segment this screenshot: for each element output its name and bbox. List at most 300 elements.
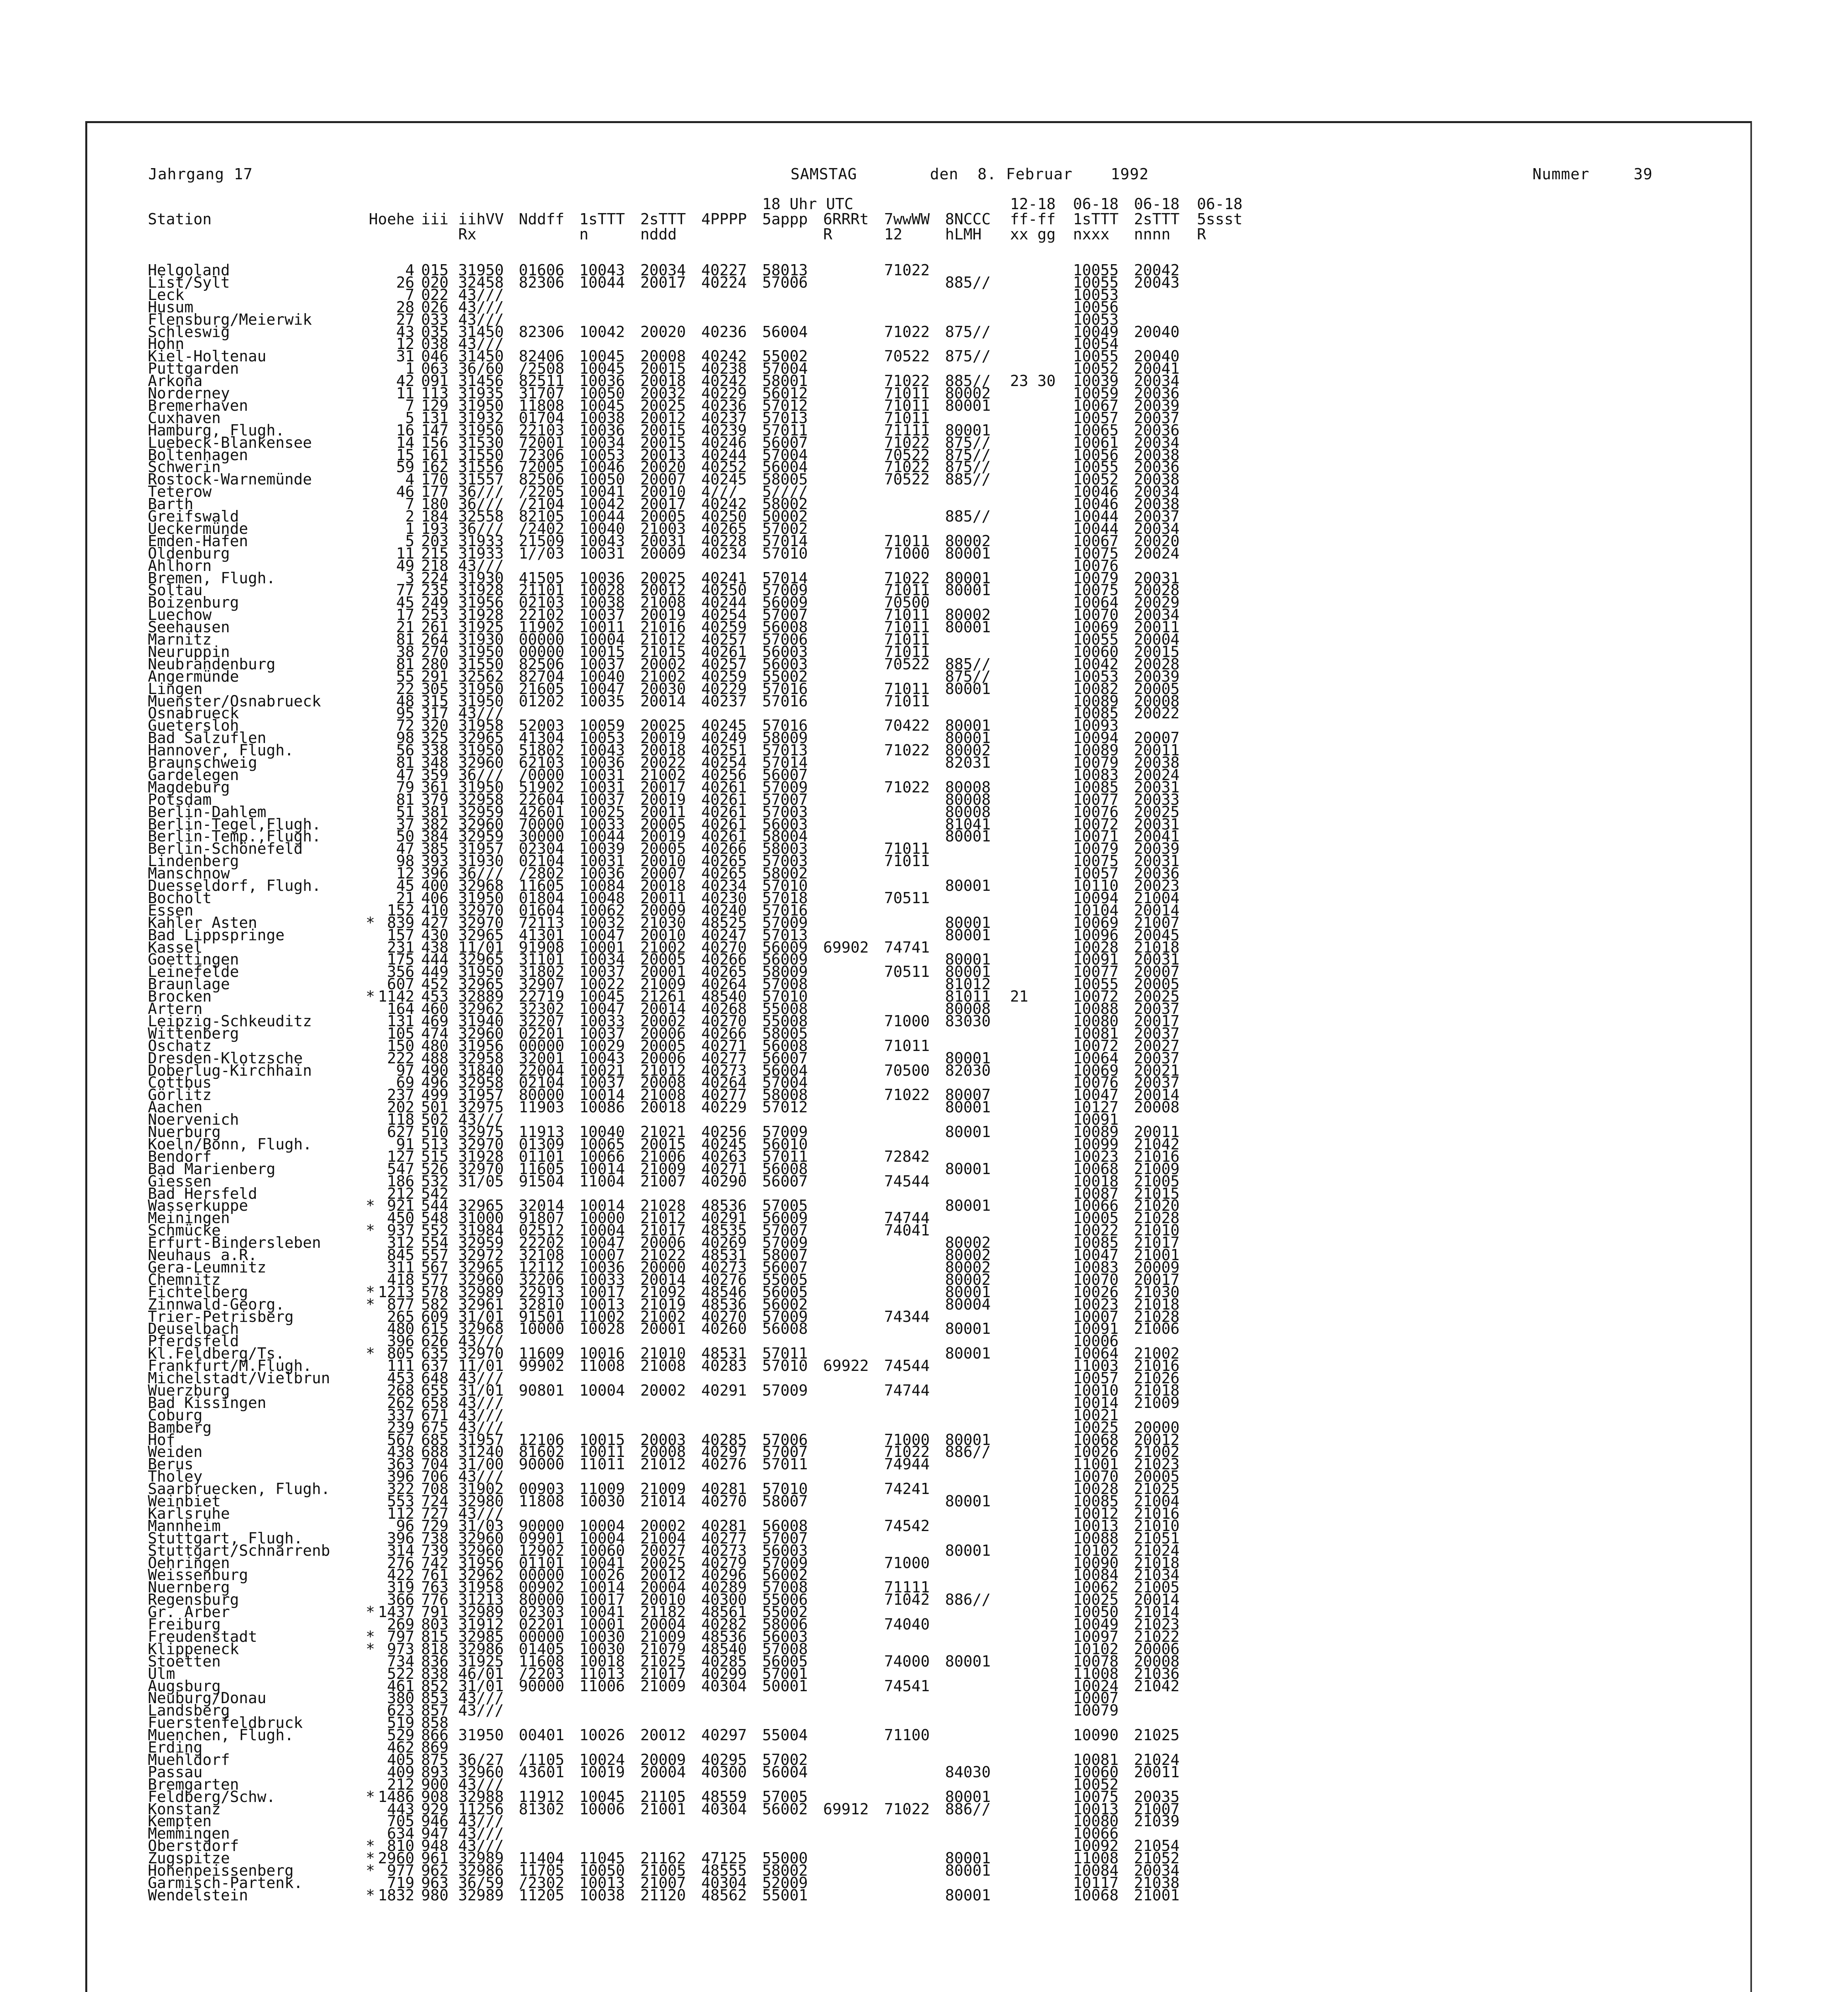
cell-1sttt-06-18: 10076 (1073, 1074, 1119, 1092)
cell-7wwww: 74741 (884, 938, 930, 956)
cell-7wwww: 71042 (884, 1591, 930, 1609)
cell-1sttt: 10050 (579, 471, 625, 488)
cell-station: Erfurt-Bindersleben (148, 1234, 321, 1252)
cell-5appp: 57014 (762, 754, 808, 771)
cell-hoehe: 805 (387, 1345, 414, 1363)
cell-5appp: 52009 (762, 1874, 808, 1892)
cell-2sttt-06-18: 20031 (1134, 778, 1180, 796)
cell-iii: 704 (421, 1455, 449, 1473)
cell-5appp: 57011 (762, 1345, 808, 1363)
table-row (0, 1741, 1848, 1754)
cell-nddff: 82704 (519, 667, 565, 685)
cell-2sttt-06-18: 20014 (1134, 1086, 1180, 1104)
cell-iihvv: 32960 (458, 754, 504, 771)
cell-4pppp: 40273 (701, 1061, 747, 1079)
table-row (0, 1627, 1848, 1645)
cell-iihvv: 31/01 (458, 1308, 504, 1325)
cell-4pppp: 40266 (701, 840, 747, 858)
cell-iii: 203 (421, 532, 449, 550)
cell-5appp: 57009 (762, 581, 808, 599)
cell-1sttt: 10037 (579, 1074, 625, 1092)
mountain-station-marker: * (366, 1345, 375, 1363)
cell-2sttt-06-18: 21018 (1134, 1381, 1180, 1399)
cell-station: Weinbiet (148, 1492, 221, 1510)
cell-2sttt: 20002 (640, 1381, 686, 1399)
cell-4pppp: 40281 (701, 1517, 747, 1535)
cell-iii: 384 (421, 827, 449, 845)
cell-hoehe: 212 (387, 1184, 414, 1202)
cell-2sttt-06-18: 20036 (1134, 421, 1180, 439)
cell-5appp: 55000 (762, 1849, 808, 1867)
cell-5appp: 57010 (762, 544, 808, 562)
cell-8nccc: 80001 (945, 1283, 991, 1301)
cell-nddff: 11605 (519, 877, 565, 894)
cell-2sttt: 20003 (640, 1431, 686, 1449)
cell-1sttt: 10037 (579, 790, 625, 808)
cell-1sttt: 10037 (579, 1024, 625, 1042)
cell-iihvv: 32960 (458, 1763, 504, 1781)
cell-5appp: 56007 (762, 1258, 808, 1276)
cell-iii: 557 (421, 1246, 449, 1264)
cell-4pppp: 40229 (701, 384, 747, 402)
cell-2sttt: 20012 (640, 1726, 686, 1744)
cell-1sttt: 10041 (579, 1554, 625, 1572)
cell-2sttt: 21261 (640, 988, 686, 1006)
cell-1sttt: 10032 (579, 914, 625, 931)
cell-2sttt: 21002 (640, 1308, 686, 1325)
cell-hoehe: 7 (405, 396, 414, 414)
cell-4pppp: 40283 (701, 1357, 747, 1375)
table-row (0, 1800, 1848, 1818)
cell-2sttt-06-18: 20037 (1134, 1049, 1180, 1067)
cell-hoehe: 363 (387, 1455, 414, 1473)
cell-station: Arkona (148, 372, 203, 390)
cell-iihvv: 32960 (458, 1541, 504, 1559)
cell-station: Boizenburg (148, 594, 239, 612)
cell-iii: 708 (421, 1480, 449, 1498)
cell-4pppp: 40271 (701, 1037, 747, 1055)
cell-1sttt-06-18: 10068 (1073, 1431, 1119, 1449)
cell-2sttt: 20014 (640, 1000, 686, 1018)
cell-iii: 385 (421, 840, 449, 858)
cell-5appp: 56002 (762, 1800, 808, 1818)
cell-station: Magdeburg (148, 778, 230, 796)
cell-iii: 815 (421, 1627, 449, 1645)
cell-hoehe: 5 (405, 532, 414, 550)
cell-2sttt-06-18: 20022 (1134, 704, 1180, 722)
cell-iii: 261 (421, 618, 449, 636)
cell-2sttt: 20025 (640, 396, 686, 414)
cell-hoehe: 55 (396, 667, 414, 685)
cell-iii: 818 (421, 1640, 449, 1658)
cell-1sttt: 10006 (579, 1800, 625, 1818)
cell-hoehe: 48 (396, 692, 414, 710)
table-row (0, 1763, 1848, 1781)
table-row (0, 1591, 1848, 1609)
cell-hoehe: 480 (387, 1320, 414, 1338)
cell-nddff: 82406 (519, 347, 565, 365)
cell-iii: 671 (421, 1406, 449, 1424)
cell-nddff: 32014 (519, 1197, 565, 1215)
cell-1sttt: 10045 (579, 988, 625, 1006)
cell-hoehe: 175 (387, 951, 414, 969)
cell-5appp: 56009 (762, 938, 808, 956)
cell-hoehe: 15 (396, 446, 414, 464)
cell-nddff: 00000 (519, 643, 565, 661)
cell-2sttt: 21002 (640, 766, 686, 784)
cell-iii: 510 (421, 1123, 449, 1141)
cell-4pppp: 40237 (701, 692, 747, 710)
cell-hoehe: 26 (396, 273, 414, 291)
cell-4pppp: 4/// (701, 483, 738, 501)
cell-4pppp: 48546 (701, 1283, 747, 1301)
cell-nddff: 00000 (519, 1627, 565, 1645)
cell-iihvv: 32970 (458, 1135, 504, 1153)
cell-5appp: 57016 (762, 680, 808, 698)
table-row (0, 273, 1848, 291)
cell-station: Erding (148, 1739, 203, 1756)
cell-iihvv: 31950 (458, 889, 504, 907)
cell-iihvv: 31958 (458, 1578, 504, 1596)
issue-number-label: Nummer (1532, 165, 1590, 183)
cell-5appp: 56007 (762, 433, 808, 451)
cell-4pppp: 40261 (701, 803, 747, 821)
table-row (0, 778, 1848, 796)
cell-4pppp: 40261 (701, 827, 747, 845)
header-1sttt: 1sTTT (579, 210, 625, 228)
cell-4pppp: 40245 (701, 471, 747, 488)
cell-hoehe: 111 (387, 1357, 414, 1375)
cell-1sttt: 10013 (579, 1295, 625, 1313)
cell-station: Frankfurt/M.Flugh. (148, 1357, 312, 1375)
cell-1sttt: 10014 (579, 1160, 625, 1178)
cell-hoehe: 72 (396, 717, 414, 735)
cell-1sttt-06-18: 10026 (1073, 1283, 1119, 1301)
cell-1sttt: 10028 (579, 1320, 625, 1338)
header-1sttt-06-18: 1sTTT (1073, 210, 1119, 228)
cell-4pppp: 40300 (701, 1591, 747, 1609)
cell-2sttt: 20014 (640, 1270, 686, 1288)
cell-1sttt-06-18: 10067 (1073, 532, 1119, 550)
cell-4pppp: 40285 (701, 1431, 747, 1449)
header-2sttt-06-18: 2sTTT (1134, 210, 1180, 228)
cell-station: Doberlug-Kirchhain (148, 1061, 312, 1079)
cell-1sttt: 10047 (579, 680, 625, 698)
cell-iii: 046 (421, 347, 449, 365)
cell-1sttt: 10017 (579, 1283, 625, 1301)
cell-iii: 542 (421, 1184, 449, 1202)
cell-1sttt: 10013 (579, 1874, 625, 1892)
cell-1sttt-06-18: 11008 (1073, 1849, 1119, 1867)
cell-1sttt-06-18: 10007 (1073, 1308, 1119, 1325)
cell-iihvv: 32989 (458, 1849, 504, 1867)
cell-iihvv: 43/// (458, 1406, 504, 1424)
cell-5appp: 58002 (762, 865, 808, 882)
cell-iihvv: 32972 (458, 1246, 504, 1264)
cell-nddff: 91504 (519, 1172, 565, 1190)
cell-4pppp: 40257 (701, 631, 747, 648)
cell-hoehe: 81 (396, 631, 414, 648)
cell-hoehe: 69 (396, 1074, 414, 1092)
cell-iii: 577 (421, 1270, 449, 1288)
cell-2sttt-06-18: 20041 (1134, 827, 1180, 845)
cell-4pppp: 40297 (701, 1726, 747, 1744)
cell-5appp: 57008 (762, 1578, 808, 1596)
cell-7wwww: 71022 (884, 1086, 930, 1104)
table-row (0, 1111, 1848, 1129)
cell-iihvv: 32968 (458, 1320, 504, 1338)
cell-5appp: 58005 (762, 1024, 808, 1042)
cell-station: Schwerin (148, 458, 221, 476)
cell-station: Bamberg (148, 1418, 212, 1436)
cell-hoehe: 56 (396, 741, 414, 759)
cell-1sttt: 10050 (579, 1862, 625, 1879)
cell-8nccc: 80001 (945, 421, 991, 439)
cell-iii: 161 (421, 446, 449, 464)
cell-1sttt-06-18: 10061 (1073, 433, 1119, 451)
cell-iii: 338 (421, 741, 449, 759)
cell-station: Konstanz (148, 1800, 221, 1818)
cell-station: Helgoland (148, 261, 230, 279)
cell-4pppp: 40250 (701, 508, 747, 525)
cell-nddff: 41301 (519, 926, 565, 944)
cell-2sttt-06-18: 21015 (1134, 1184, 1180, 1202)
cell-iii: 739 (421, 1541, 449, 1559)
table-row (0, 938, 1848, 956)
cell-nddff: 11808 (519, 1492, 565, 1510)
cell-2sttt: 21079 (640, 1640, 686, 1658)
cell-1sttt: 10066 (579, 1147, 625, 1165)
cell-station: Giessen (148, 1172, 212, 1190)
cell-iii: 156 (421, 433, 449, 451)
cell-4pppp: 48536 (701, 1197, 747, 1215)
cell-1sttt-06-18: 10066 (1073, 1197, 1119, 1215)
header-line3-7wwww: 12 (884, 225, 902, 243)
cell-5appp: 57008 (762, 975, 808, 993)
cell-nddff: /2802 (519, 865, 565, 882)
cell-station: Augsburg (148, 1677, 221, 1695)
cell-4pppp: 40273 (701, 1258, 747, 1276)
cell-2sttt-06-18: 21023 (1134, 1455, 1180, 1473)
cell-4pppp: 40268 (701, 1000, 747, 1018)
cell-station: Koeln/Bonn, Flugh. (148, 1135, 312, 1153)
cell-iihvv: 32959 (458, 827, 504, 845)
cell-iihvv: 31956 (458, 594, 504, 612)
cell-hoehe: 319 (387, 1578, 414, 1596)
table-row (0, 1618, 1848, 1631)
cell-4pppp: 40271 (701, 1160, 747, 1178)
cell-iihvv: 31902 (458, 1480, 504, 1498)
table-row (0, 655, 1848, 673)
table-row (0, 852, 1848, 870)
cell-4pppp: 40260 (701, 1320, 747, 1338)
table-row (0, 544, 1848, 562)
cell-nddff: 91807 (519, 1209, 565, 1227)
cell-2sttt: 21001 (640, 1800, 686, 1818)
cell-iii: 091 (421, 372, 449, 390)
header-line1-1sttt-06-18: 06-18 (1073, 195, 1119, 213)
cell-hoehe: 356 (387, 963, 414, 981)
cell-1sttt: 10031 (579, 778, 625, 796)
cell-hoehe: 396 (387, 1468, 414, 1486)
cell-nddff: 81302 (519, 1800, 565, 1818)
cell-8nccc: 80001 (945, 1049, 991, 1067)
cell-1sttt: 10086 (579, 1098, 625, 1116)
cell-7wwww: 70522 (884, 471, 930, 488)
cell-hoehe: 607 (387, 975, 414, 993)
cell-station: Muenchen, Flugh. (148, 1726, 294, 1744)
cell-7wwww: 70522 (884, 655, 930, 673)
cell-2sttt-06-18: 20014 (1134, 901, 1180, 919)
cell-8nccc: 885// (945, 508, 991, 525)
table-row (0, 483, 1848, 501)
cell-station: Neuhaus a.R. (148, 1246, 257, 1264)
cell-nddff: 81602 (519, 1443, 565, 1461)
cell-4pppp: 40261 (701, 815, 747, 833)
cell-iihvv: 43/// (458, 1504, 504, 1522)
cell-nddff: 42601 (519, 803, 565, 821)
cell-station: Stuttgart/Schnarrenb (148, 1541, 330, 1559)
cell-5appp: 57011 (762, 421, 808, 439)
cell-1sttt-06-18: 10062 (1073, 1578, 1119, 1596)
cell-iii: 875 (421, 1751, 449, 1768)
table-row (0, 889, 1848, 907)
cell-1sttt: 10001 (579, 1616, 625, 1633)
cell-1sttt: 10001 (579, 938, 625, 956)
cell-5appp: 56005 (762, 1652, 808, 1670)
cell-1sttt-06-18: 10070 (1073, 1468, 1119, 1486)
cell-4pppp: 40297 (701, 1443, 747, 1461)
cell-1sttt: 10037 (579, 606, 625, 624)
cell-8nccc: 875// (945, 667, 991, 685)
cell-iihvv: 32959 (458, 803, 504, 821)
cell-5appp: 55004 (762, 1726, 808, 1744)
cell-nddff: 41304 (519, 729, 565, 747)
cell-7wwww: 70511 (884, 889, 930, 907)
cell-1sttt-06-18: 10070 (1073, 606, 1119, 624)
cell-hoehe: 627 (387, 1123, 414, 1141)
cell-1sttt-06-18: 10091 (1073, 1111, 1119, 1129)
cell-4pppp: 40245 (701, 1135, 747, 1153)
cell-4pppp: 40224 (701, 273, 747, 291)
cell-2sttt-06-18: 20021 (1134, 1061, 1180, 1079)
cell-hoehe: 46 (396, 483, 414, 501)
table-row (0, 1172, 1848, 1190)
cell-station: Berus (148, 1455, 194, 1473)
cell-hoehe: 97 (396, 1061, 414, 1079)
cell-1sttt-06-18: 10079 (1073, 1702, 1119, 1719)
cell-iii: 727 (421, 1504, 449, 1522)
cell-hoehe: 4 (405, 261, 414, 279)
cell-iihvv: 31935 (458, 384, 504, 402)
cell-8nccc: 80002 (945, 1234, 991, 1252)
cell-1sttt-06-18: 10024 (1073, 1677, 1119, 1695)
cell-8nccc: 80001 (945, 717, 991, 735)
cell-2sttt-06-18: 20008 (1134, 1652, 1180, 1670)
cell-iihvv: 31930 (458, 569, 504, 587)
cell-1sttt-06-18: 10022 (1073, 1221, 1119, 1239)
cell-station: Saarbruecken, Flugh. (148, 1480, 330, 1498)
cell-iihvv: 32989 (458, 1283, 504, 1301)
cell-iii: 131 (421, 409, 449, 427)
header-line3-8nccc: hLMH (945, 225, 982, 243)
cell-1sttt-06-18: 10028 (1073, 1480, 1119, 1498)
cell-nddff: 10000 (519, 1320, 565, 1338)
cell-2sttt-06-18: 20011 (1134, 1123, 1180, 1141)
cell-1sttt-06-18: 10077 (1073, 963, 1119, 981)
cell-nddff: 11902 (519, 618, 565, 636)
cell-iii: 706 (421, 1468, 449, 1486)
cell-2sttt-06-18: 20025 (1134, 803, 1180, 821)
cell-4pppp: 40245 (701, 717, 747, 735)
header-6rrrt: 6RRRt (823, 210, 869, 228)
cell-1sttt: 10004 (579, 631, 625, 648)
cell-iihvv: 32965 (458, 926, 504, 944)
cell-1sttt-06-18: 10039 (1073, 372, 1119, 390)
cell-5appp: 57010 (762, 1357, 808, 1375)
cell-ff-ff: 23 30 (1010, 372, 1056, 390)
cell-8nccc: 80002 (945, 1270, 991, 1288)
cell-iihvv: 32989 (458, 1886, 504, 1904)
cell-hoehe: 1437 (378, 1603, 414, 1621)
cell-station: Aachen (148, 1098, 203, 1116)
cell-1sttt: 10047 (579, 1000, 625, 1018)
cell-2sttt-06-18: 20037 (1134, 1024, 1180, 1042)
cell-iii: 900 (421, 1775, 449, 1793)
cell-hoehe: 81 (396, 655, 414, 673)
cell-iii: 469 (421, 1012, 449, 1030)
cell-4pppp: 40234 (701, 544, 747, 562)
cell-8nccc: 80002 (945, 741, 991, 759)
cell-1sttt: 10047 (579, 926, 625, 944)
cell-1sttt: 10059 (579, 717, 625, 735)
cell-nddff: 72005 (519, 458, 565, 476)
cell-iii: 147 (421, 421, 449, 439)
cell-hoehe: 112 (387, 1504, 414, 1522)
cell-5appp: 56008 (762, 1037, 808, 1055)
cell-2sttt-06-18: 20034 (1134, 483, 1180, 501)
cell-5appp: 56008 (762, 618, 808, 636)
cell-iii: 688 (421, 1443, 449, 1461)
cell-5appp: 57010 (762, 1480, 808, 1498)
header-line3-5ssst: R (1197, 225, 1206, 243)
cell-1sttt-06-18: 10006 (1073, 1332, 1119, 1350)
cell-5appp: 56009 (762, 951, 808, 969)
cell-2sttt-06-18: 21054 (1134, 1837, 1180, 1855)
mountain-station-marker: * (366, 1849, 375, 1867)
cell-station: Bad Kissingen (148, 1394, 267, 1412)
cell-hoehe: 553 (387, 1492, 414, 1510)
cell-iihvv: 43/// (458, 1111, 504, 1129)
cell-hoehe: 567 (387, 1431, 414, 1449)
cell-station: Flensburg/Meierwik (148, 310, 312, 328)
cell-nddff: 82511 (519, 372, 565, 390)
cell-2sttt: 21030 (640, 914, 686, 931)
cell-8nccc: 80001 (945, 569, 991, 587)
cell-2sttt-06-18: 20043 (1134, 273, 1180, 291)
cell-station: Angermünde (148, 667, 239, 685)
cell-8nccc: 80001 (945, 1886, 991, 1904)
cell-station: Guetersloh (148, 717, 239, 735)
cell-2sttt: 20018 (640, 1098, 686, 1116)
cell-iii: 359 (421, 766, 449, 784)
cell-5appp: 56007 (762, 1049, 808, 1067)
cell-1sttt-06-18: 10094 (1073, 729, 1119, 747)
cell-8nccc: 80008 (945, 803, 991, 821)
cell-1sttt-06-18: 10083 (1073, 766, 1119, 784)
cell-4pppp: 40239 (701, 421, 747, 439)
cell-5appp: 57004 (762, 446, 808, 464)
